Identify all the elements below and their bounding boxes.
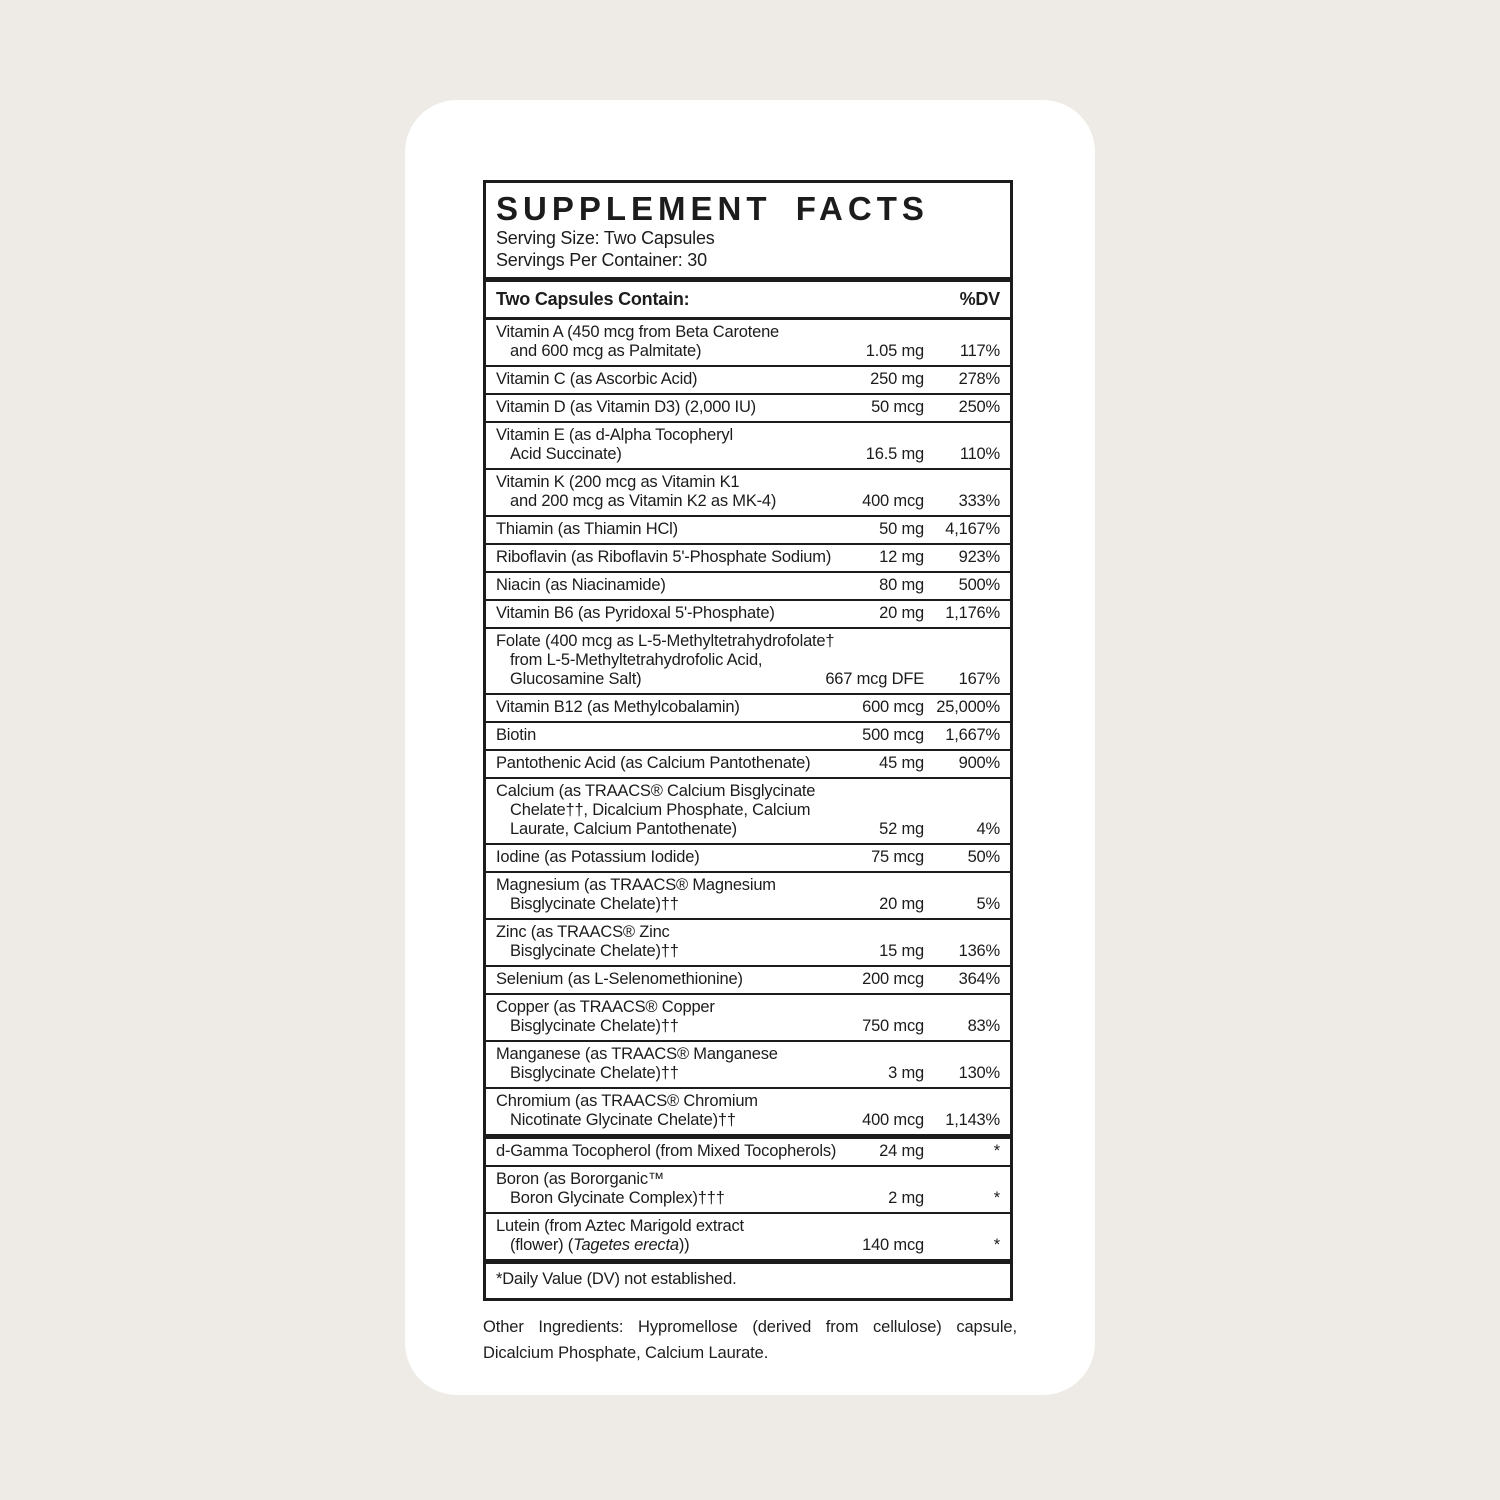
nutrient-row: [486, 1165, 1010, 1212]
nutrient-dv: 83%: [967, 1017, 1000, 1035]
nutrient-dv: 110%: [959, 445, 1000, 463]
nutrient-name-line: Thiamin (as Thiamin HCl): [496, 520, 678, 538]
nutrient-name-line: Chromium (as TRAACS® Chromium: [496, 1092, 758, 1110]
nutrient-dv: 5%: [976, 895, 1000, 913]
nutrient-name-line: Vitamin E (as d-Alpha Tocopheryl: [496, 426, 733, 444]
nutrient-name: [496, 370, 1000, 389]
nutrient-amount: 12 mg: [879, 548, 924, 566]
nutrient-name: [496, 698, 1000, 717]
nutrient-name-line: Selenium (as L-Selenomethionine): [496, 970, 743, 988]
nutrient-amount: 3 mg: [888, 1064, 924, 1082]
nutrient-name-line: Vitamin C (as Ascorbic Acid): [496, 370, 698, 388]
nutrient-name-line: and 600 mcg as Palmitate): [510, 342, 702, 360]
nutrient-amount: 80 mg: [879, 576, 924, 594]
nutrient-name: [496, 398, 1000, 417]
nutrient-name: [496, 323, 1000, 361]
nutrient-amount: 50 mcg: [871, 398, 924, 416]
nutrient-dv: 1,176%: [945, 604, 1000, 622]
nutrient-amount: 24 mg: [879, 1142, 924, 1160]
nutrient-row: [486, 627, 1010, 693]
nutrient-name-line: Nicotinate Glycinate Chelate)††: [510, 1111, 736, 1129]
nutrient-amount: 16.5 mg: [865, 445, 924, 463]
nutrient-rows: [486, 320, 1010, 1259]
nutrient-name: [496, 876, 1000, 914]
nutrient-name-line: Lutein (from Aztec Marigold extract: [496, 1217, 744, 1235]
nutrient-name: [496, 1170, 1000, 1208]
nutrient-dv: 333%: [958, 492, 1000, 510]
supplement-facts-panel: [483, 180, 1013, 1301]
nutrient-dv: 364%: [958, 970, 1000, 988]
nutrient-name: [496, 520, 1000, 539]
serving-size-line: Serving Size: Two Capsules: [496, 228, 715, 248]
nutrient-amount: 667 mcg DFE: [825, 670, 924, 688]
nutrient-row: [486, 571, 1010, 599]
nutrient-name-line: Bisglycinate Chelate)††: [510, 895, 679, 913]
nutrient-amount: 15 mg: [879, 942, 924, 960]
nutrient-name-line: Copper (as TRAACS® Copper: [496, 998, 715, 1016]
nutrient-name: [496, 1045, 1000, 1083]
nutrient-name: [496, 1217, 1000, 1255]
nutrient-name-line: Riboflavin (as Riboflavin 5'-Phosphate Sodium): [496, 548, 832, 566]
name-segment: )): [678, 1236, 690, 1254]
nutrient-name-line: Zinc (as TRAACS® Zinc: [496, 923, 670, 941]
nutrient-row: [486, 918, 1010, 965]
nutrient-amount: 140 mcg: [862, 1236, 924, 1254]
nutrient-dv: 923%: [958, 548, 1000, 566]
nutrient-name-line: d-Gamma Tocopherol (from Mixed Tocopherols): [496, 1142, 837, 1160]
nutrient-name: [496, 782, 1000, 839]
nutrient-name-line: Vitamin A (450 mcg from Beta Carotene: [496, 323, 780, 341]
latin-name-italic: Tagetes erecta: [573, 1236, 679, 1254]
dv-column-header: %DV: [959, 289, 1000, 309]
nutrient-name-line: Bisglycinate Chelate)††: [510, 1017, 679, 1035]
nutrient-amount: 500 mcg: [862, 726, 924, 744]
nutrient-name-line: Vitamin D (as Vitamin D3) (2,000 IU): [496, 398, 756, 416]
nutrient-row: [486, 320, 1010, 365]
nutrient-name: [496, 970, 1000, 989]
nutrient-dv: *: [993, 1189, 1000, 1207]
nutrient-dv: 1,143%: [945, 1111, 1000, 1129]
nutrient-row: [486, 543, 1010, 571]
servings-per-container-line: Servings Per Container: 30: [496, 250, 707, 270]
nutrient-name: [496, 548, 1000, 567]
facts-title: SUPPLEMENT FACTS: [496, 190, 929, 227]
nutrient-dv: 250%: [958, 398, 1000, 416]
nutrient-row: [486, 1134, 1010, 1165]
nutrient-row: [486, 993, 1010, 1040]
nutrient-name: [496, 998, 1000, 1036]
nutrient-amount: 52 mg: [879, 820, 924, 838]
nutrient-row: [486, 721, 1010, 749]
nutrient-name: [496, 604, 1000, 623]
nutrient-name-line: Biotin: [496, 726, 537, 744]
nutrient-row: [486, 693, 1010, 721]
nutrient-name-line: Laurate, Calcium Pantothenate): [510, 820, 737, 838]
nutrient-dv: 167%: [958, 670, 1000, 688]
nutrient-name-line: Vitamin B6 (as Pyridoxal 5'-Phosphate): [496, 604, 775, 622]
nutrient-name-line: Vitamin B12 (as Methylcobalamin): [496, 698, 740, 716]
facts-columns-label: Two Capsules Contain:: [496, 289, 690, 309]
nutrient-name: [496, 754, 1000, 773]
nutrient-dv: 500%: [958, 576, 1000, 594]
nutrient-name-line: Magnesium (as TRAACS® Magnesium: [496, 876, 776, 894]
nutrient-amount: 750 mcg: [862, 1017, 924, 1035]
nutrient-amount: 200 mcg: [862, 970, 924, 988]
nutrient-row: [486, 421, 1010, 468]
nutrient-amount: 20 mg: [879, 604, 924, 622]
nutrient-dv: *: [993, 1142, 1000, 1160]
nutrient-name: [496, 426, 1000, 464]
nutrient-name-line: and 200 mcg as Vitamin K2 as MK-4): [510, 492, 777, 510]
nutrient-row: [486, 1212, 1010, 1259]
nutrient-name-line: Chelate††, Dicalcium Phosphate, Calcium: [510, 801, 811, 819]
facts-header-block: [486, 183, 1010, 271]
nutrient-dv: 25,000%: [936, 698, 1000, 716]
nutrient-row: [486, 749, 1010, 777]
nutrient-name-line: Bisglycinate Chelate)††: [510, 1064, 679, 1082]
nutrient-amount: 2 mg: [888, 1189, 924, 1207]
nutrient-name-line: Bisglycinate Chelate)††: [510, 942, 679, 960]
nutrient-amount: 400 mcg: [862, 492, 924, 510]
nutrient-amount: 250 mg: [870, 370, 924, 388]
nutrient-name-line: Pantothenic Acid (as Calcium Pantothenate): [496, 754, 811, 772]
nutrient-name-line: Folate (400 mcg as L-5-Methyltetrahydrofolate†: [496, 632, 835, 650]
nutrient-dv: 278%: [958, 370, 1000, 388]
nutrient-name: [496, 726, 1000, 745]
daily-value-footnote: *Daily Value (DV) not established.: [486, 1259, 1010, 1298]
nutrient-name-line: Acid Succinate): [510, 445, 622, 463]
nutrient-name: [496, 576, 1000, 595]
nutrient-amount: 50 mg: [879, 520, 924, 538]
nutrient-name-line: Boron Glycinate Complex)†††: [510, 1189, 725, 1207]
nutrient-name-line: Boron (as Bororganic™: [496, 1170, 665, 1188]
nutrient-name-line: Iodine (as Potassium Iodide): [496, 848, 700, 866]
nutrient-row: [486, 393, 1010, 421]
nutrient-name: [496, 848, 1000, 867]
nutrient-dv: 1,667%: [945, 726, 1000, 744]
nutrient-dv: 136%: [958, 942, 1000, 960]
nutrient-amount: 600 mcg: [862, 698, 924, 716]
nutrient-amount: 20 mg: [879, 895, 924, 913]
nutrient-row: [486, 365, 1010, 393]
nutrient-name: [496, 632, 1000, 689]
nutrient-dv: 130%: [958, 1064, 1000, 1082]
nutrient-row: [486, 599, 1010, 627]
nutrient-dv: 900%: [958, 754, 1000, 772]
nutrient-name: [496, 473, 1000, 511]
nutrient-row: [486, 1087, 1010, 1134]
nutrient-amount: 45 mg: [879, 754, 924, 772]
nutrient-name-line: Niacin (as Niacinamide): [496, 576, 666, 594]
nutrient-amount: 75 mcg: [871, 848, 924, 866]
facts-columns-header: [486, 282, 1010, 317]
nutrient-dv: 4%: [976, 820, 1000, 838]
nutrient-name-line: from L-5-Methyltetrahydrofolic Acid,: [510, 651, 763, 669]
nutrient-dv: 4,167%: [945, 520, 1000, 538]
nutrient-row: [486, 515, 1010, 543]
nutrient-name: [496, 923, 1000, 961]
nutrient-amount: 400 mcg: [862, 1111, 924, 1129]
nutrient-dv: *: [993, 1236, 1000, 1254]
nutrient-name-line: Glucosamine Salt): [510, 670, 642, 688]
name-segment: (flower) (: [510, 1236, 574, 1254]
nutrient-row: [486, 777, 1010, 843]
nutrient-row: [486, 965, 1010, 993]
nutrient-amount: 1.05 mg: [865, 342, 924, 360]
nutrient-row: [486, 468, 1010, 515]
nutrient-dv: 117%: [959, 342, 1000, 360]
nutrient-name-line: Calcium (as TRAACS® Calcium Bisglycinate: [496, 782, 816, 800]
nutrient-name: [496, 1092, 1000, 1130]
nutrient-row: [486, 871, 1010, 918]
nutrient-name-line: [496, 1236, 1000, 1255]
product-label-card: [405, 100, 1095, 1395]
nutrient-row: [486, 1040, 1010, 1087]
other-ingredients-text: Other Ingredients: Hypromellose (derived from cellulose) capsule, Dicalcium Phosphate, Calcium Laurate.: [483, 1318, 1017, 1362]
nutrient-dv: 50%: [967, 848, 1000, 866]
nutrient-row: [486, 843, 1010, 871]
nutrient-name: [496, 1142, 1000, 1161]
nutrient-name-line: Vitamin K (200 mcg as Vitamin K1: [496, 473, 740, 491]
nutrient-name-line: Manganese (as TRAACS® Manganese: [496, 1045, 778, 1063]
